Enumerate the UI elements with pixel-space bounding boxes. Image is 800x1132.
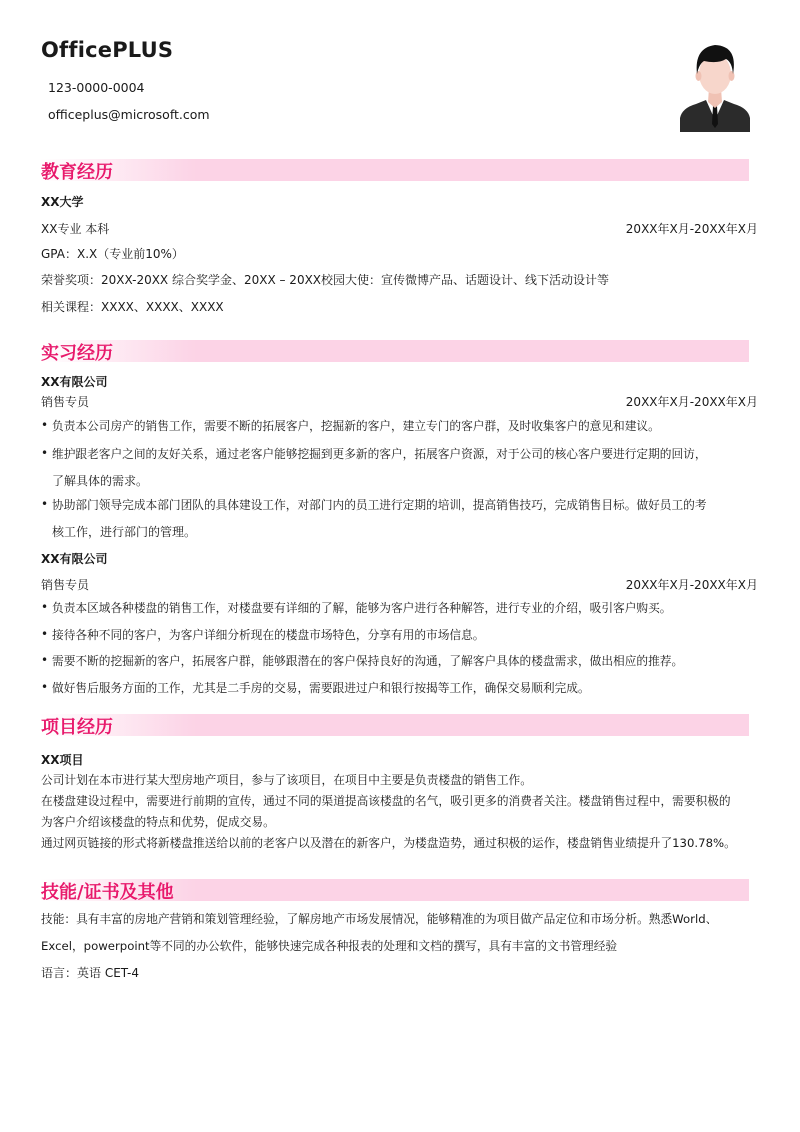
phone-number: 123-0000-0004 <box>48 80 145 95</box>
section-skills <box>40 879 749 901</box>
company-name: XX有限公司 <box>41 552 108 566</box>
major-degree: XX专业 本科 <box>41 222 110 236</box>
education-heading: 教育经历 <box>41 162 113 183</box>
bullet-icon: • <box>41 418 49 432</box>
section-internship <box>40 340 749 362</box>
job-bullet-continued: 核工作，进行部门的管理。 <box>52 525 197 539</box>
school-name: XX大学 <box>41 195 84 209</box>
job-bullet: 协助部门领导完成本部门团队的具体建设工作，对部门内的员工进行定期的培训，提高销售技巧，完成销售目标。做好员工的考 <box>52 498 707 512</box>
skills-line: Excel，powerpoint等不同的办公软件，能够快速完成各种报表的处理和文档的撰写，具有丰富的文书管理经验 <box>41 939 618 953</box>
job-bullet: 接待各种不同的客户，为客户详细分析现在的楼盘市场特色，分享有用的市场信息。 <box>52 628 485 642</box>
project-line: 在楼盘建设过程中，需要进行前期的宣传，通过不同的渠道提高该楼盘的名气，吸引更多的消费者关注。楼盘销售过程中，需要积极的 <box>41 794 731 808</box>
skills-line: 技能：具有丰富的房地产营销和策划管理经验，了解房地产市场发展情况，能够精准的为项目做产品定位和市场分析。熟悉World、 <box>41 912 718 926</box>
project-heading: 项目经历 <box>41 717 113 738</box>
avatar-icon <box>680 40 750 132</box>
bullet-icon: • <box>41 680 49 694</box>
job-role: 销售专员 <box>41 395 90 409</box>
project-line: 为客户介绍该楼盘的特点和优势，促成交易。 <box>41 815 275 829</box>
skills-heading: 技能/证书及其他 <box>41 882 174 903</box>
gpa: GPA：X.X（专业前10%） <box>41 247 184 261</box>
job-bullet: 需要不断的挖掘新的客户，拓展客户群，能够跟潜在的客户保持良好的沟通，了解客户具体的楼盘需求，做出相应的推荐。 <box>52 654 684 668</box>
section-education <box>40 159 749 181</box>
bullet-icon: • <box>41 653 49 667</box>
bullet-icon: • <box>41 497 49 511</box>
candidate-name: OfficePLUS <box>41 38 174 62</box>
bullet-icon: • <box>41 627 49 641</box>
project-line: 通过网页链接的形式将新楼盘推送给以前的老客户以及潜在的新客户，为楼盘造势，通过积极的运作，楼盘销售业绩提升了130.78%。 <box>41 836 736 850</box>
job-bullet: 做好售后服务方面的工作，尤其是二手房的交易，需要跟进过户和银行按揭等工作，确保交易顺利完成。 <box>52 681 590 695</box>
email-address: officeplus@microsoft.com <box>48 107 210 122</box>
job-bullet: 维护跟老客户之间的友好关系，通过老客户能够挖掘到更多新的客户，拓展客户资源，对于公司的核心客户要进行定期的回访， <box>52 447 707 461</box>
job-bullet: 负责本公司房产的销售工作，需要不断的拓展客户，挖掘新的客户，建立专门的客户群，及时收集客户的意见和建议。 <box>52 419 660 433</box>
job-bullet-continued: 了解具体的需求。 <box>52 474 149 488</box>
bullet-icon: • <box>41 446 49 460</box>
education-date: 20XX年X月-20XX年X月 <box>625 222 758 236</box>
job-bullet: 负责本区域各种楼盘的销售工作，对楼盘要有详细的了解，能够为客户进行各种解答，进行专业的介绍，吸引客户购买。 <box>52 601 672 615</box>
project-name: XX项目 <box>41 753 84 767</box>
section-project <box>40 714 749 736</box>
bullet-icon: • <box>41 600 49 614</box>
internship-heading: 实习经历 <box>41 343 113 364</box>
job-role: 销售专员 <box>41 578 90 592</box>
job-date: 20XX年X月-20XX年X月 <box>625 578 758 592</box>
honors: 荣誉奖项：20XX-20XX 综合奖学金、20XX – 20XX校园大使：宣传微博产品、话题设计、线下活动设计等 <box>41 273 610 287</box>
courses: 相关课程：XXXX、XXXX、XXXX <box>41 300 224 314</box>
language-line: 语言：英语 CET-4 <box>41 966 139 980</box>
project-line: 公司计划在本市进行某大型房地产项目，参与了该项目，在项目中主要是负责楼盘的销售工作。 <box>41 773 532 787</box>
job-date: 20XX年X月-20XX年X月 <box>625 395 758 409</box>
company-name: XX有限公司 <box>41 375 108 389</box>
